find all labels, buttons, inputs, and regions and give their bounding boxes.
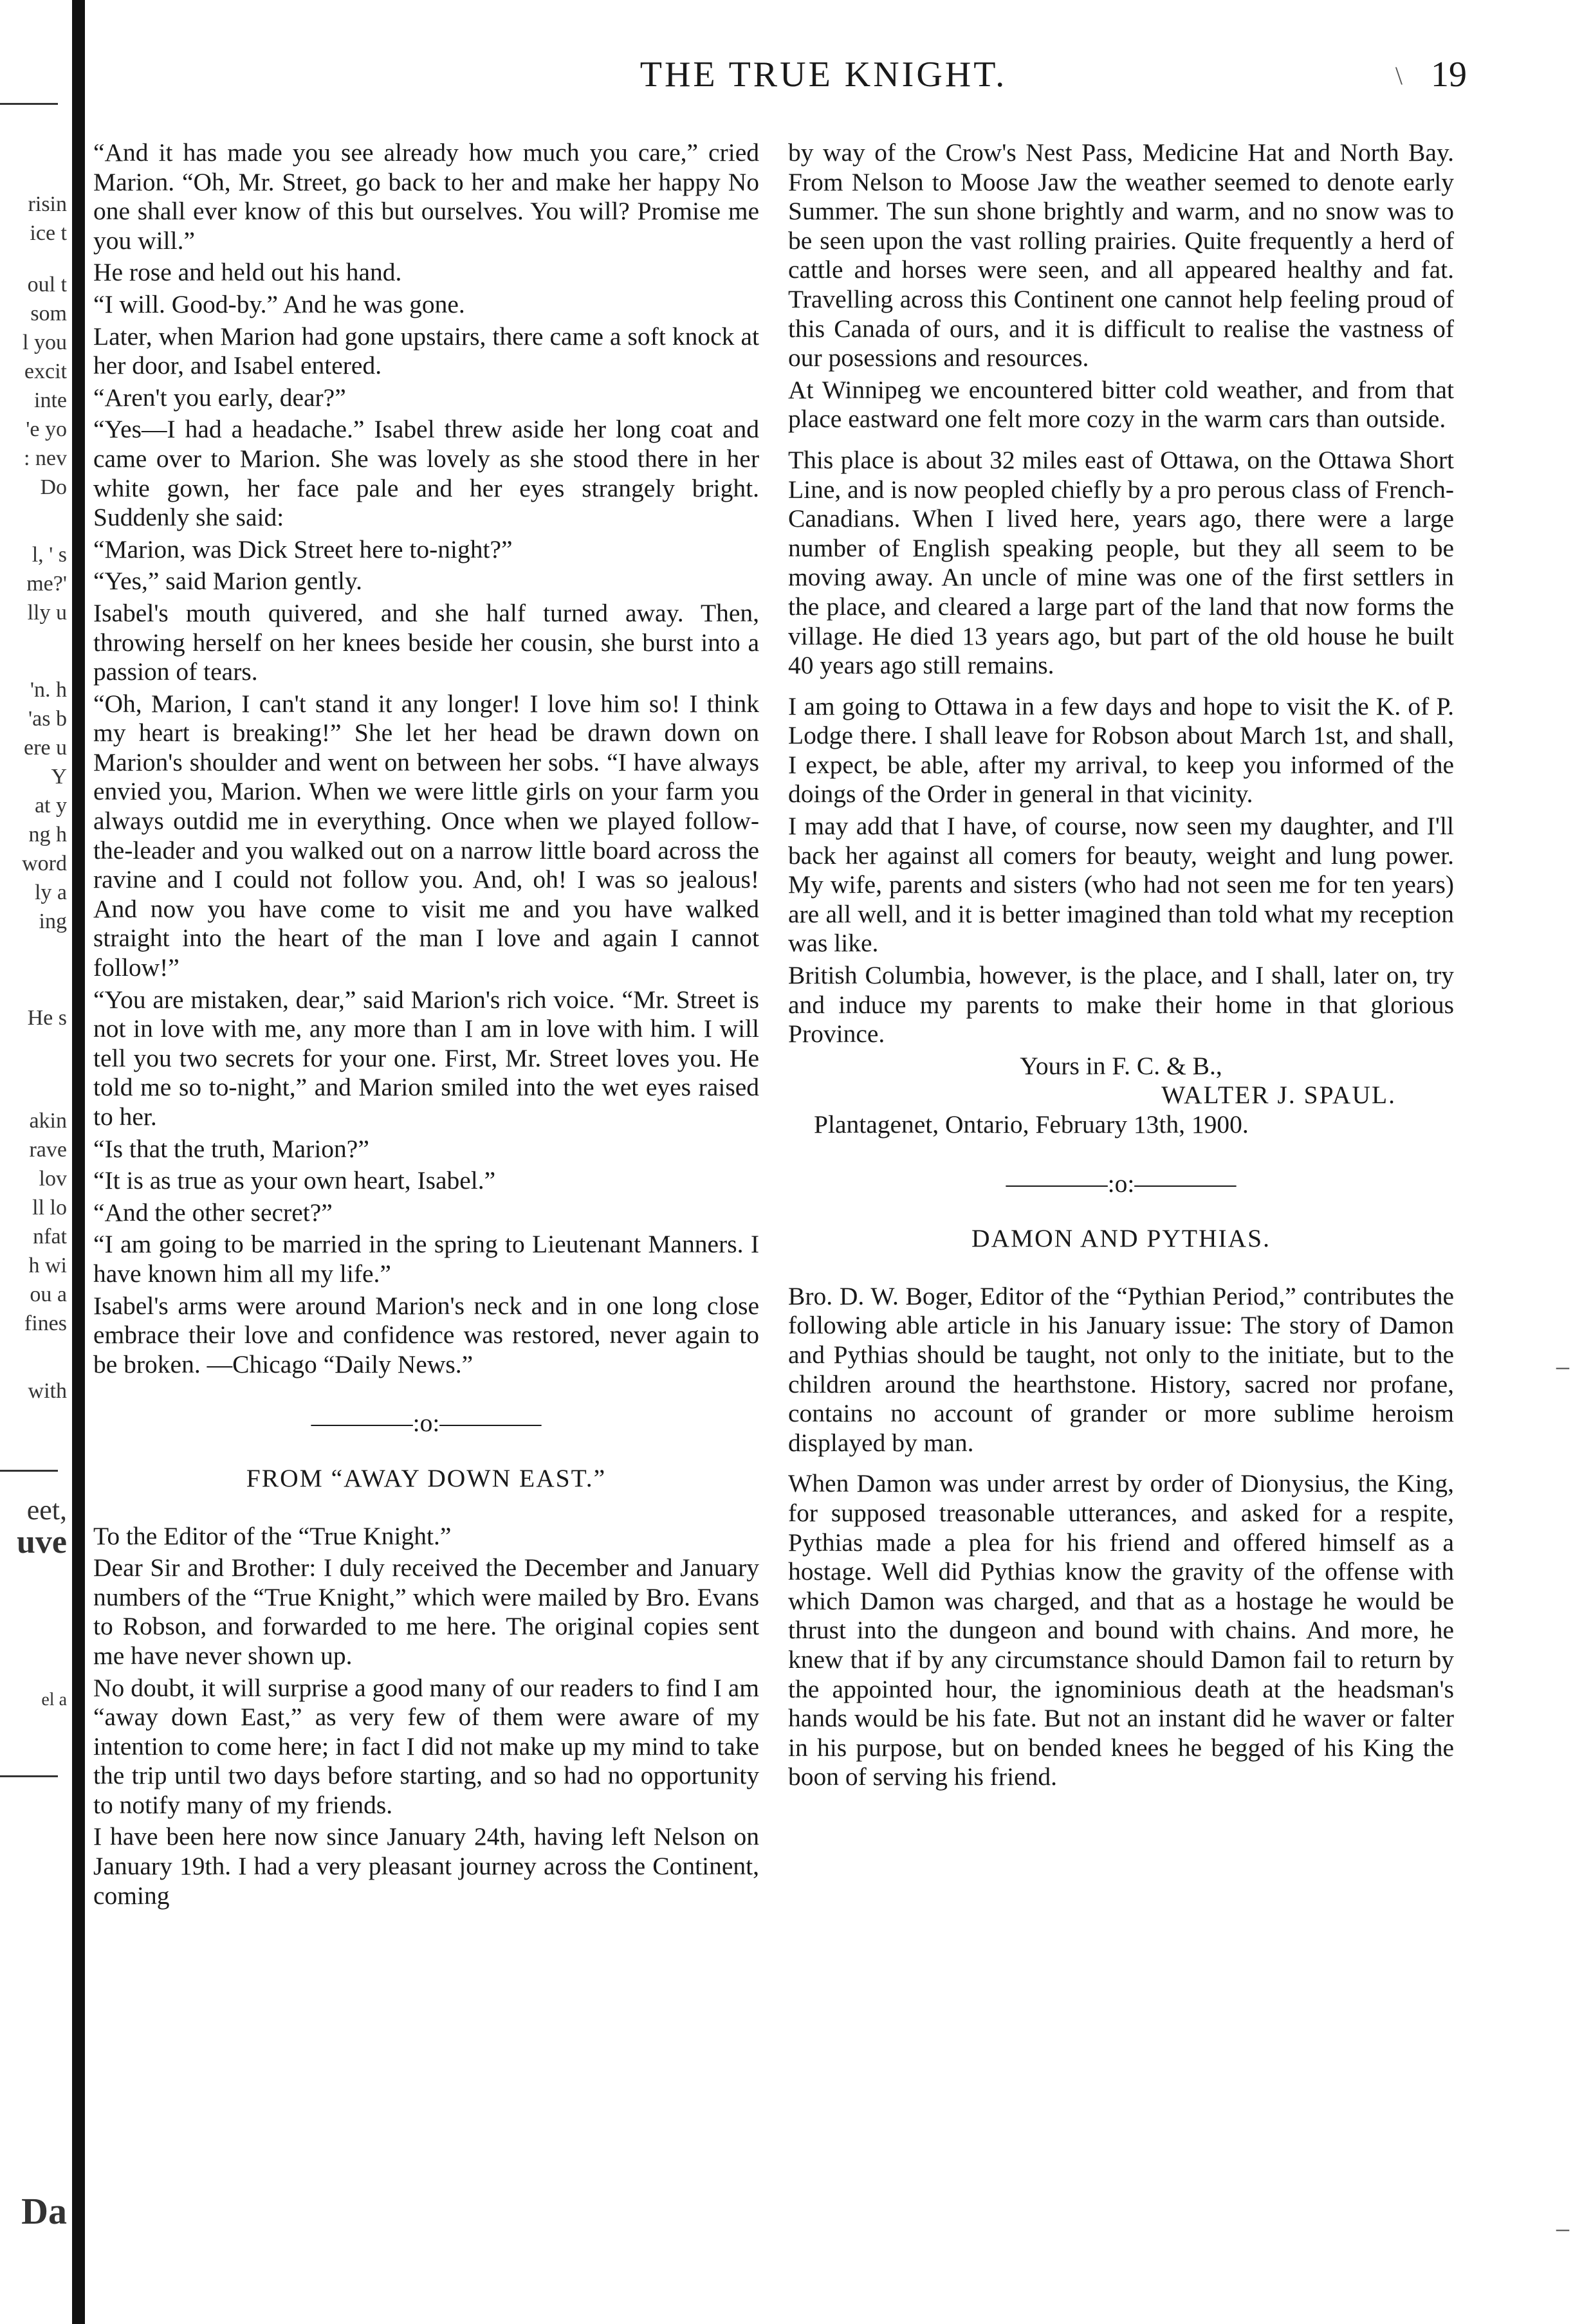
- left-column: [93, 138, 759, 1913]
- story-paragraph: “I am going to be married in the spring to Lieutenant Manners. I have known him all my life.”: [93, 1230, 759, 1288]
- offcut-fragment: 'as b: [28, 707, 67, 731]
- section-separator: ————:o:————: [311, 1409, 542, 1438]
- margin-dash: –: [1556, 2213, 1569, 2242]
- letter-paragraph: I have been here now since January 24th, having left Nelson on January 19th. I had a very pleasant journey across the Continent, coming: [93, 1822, 759, 1910]
- offcut-fragment: 'n. h: [30, 678, 67, 702]
- letter-continuation: [788, 138, 1454, 1140]
- offcut-fragment: rave: [29, 1138, 67, 1162]
- letter-headline: FROM “AWAY DOWN EAST.”: [246, 1463, 607, 1492]
- offcut-fragment: with: [28, 1379, 67, 1403]
- letter-signature: WALTER J. SPAUL.: [1161, 1081, 1396, 1110]
- offcut-fragment: Da: [21, 2190, 67, 2232]
- offcut-fragment: at y: [34, 794, 67, 818]
- letter-paragraph: No doubt, it will surprise a good many of our readers to find I am “away down East,” as very few of them were aware of my intention to come here; in fact I did not make up my mind to take the trip until two days before starting, and so had no opportunity to notify many of my friends.: [93, 1673, 759, 1819]
- story-paragraph: “Marion, was Dick Street here to-night?”: [93, 535, 513, 563]
- letter-paragraph: I may add that I have, of course, now seen my daughter, and I'll back her against all comers for beauty, weight and lung power. My wife, parents and sisters (who had not seen me for ten years) are all well, and it is better imagined than told what my reception was like.: [788, 812, 1454, 958]
- offcut-fragment: He s: [27, 1006, 67, 1030]
- offcut-fragment: oul t: [27, 273, 67, 297]
- offcut-fragment: ou a: [30, 1283, 67, 1306]
- offcut-fragment: excit: [24, 360, 67, 383]
- offcut-fragment: : nev: [23, 446, 67, 470]
- offcut-fragment: eet,: [26, 1494, 67, 1526]
- offcut-rule: [0, 1470, 58, 1472]
- letter-paragraph: This place is about 32 miles east of Ottawa, on the Ottawa Short Line, and is now peopled chiefly by a pro perous class of French-Canadians. When I lived here, years ago, there were a large number of English speaking people, but they all seem to be moving away. An uncle of mine was one of the first settlers in the place, and cleared a large part of the land that now forms the village. He died 13 years ago, but part of the old house he built 40 years ago still remains.: [788, 445, 1454, 680]
- story-paragraph: “You are mistaken, dear,” said Marion's rich voice. “Mr. Street is not in love with me, any more than I am in love with him. I will tell you two secrets for your one. First, Mr. Street loves you. He told me so to-night,” and Marion smiled into the wet eyes raised to her.: [93, 985, 759, 1131]
- margin-dash: –: [1556, 1351, 1569, 1380]
- story-continuation: [93, 138, 759, 1379]
- article-paragraph: When Damon was under arrest by order of Dionysius, the King, for supposed treasonable utterances, and asked for a respite, Pythias made a plea for his friend and offered himself as a hostage. Well did Pythias know the gravity of the offense with which Damon was charged, and that as a hostage he would be thrust into the dungeon and bound with chains. And more, he knew that if by any circumstance should Damon fail to return by the appointed hour, the ignominious death at the headsman's hands would be his fate. But not an instant did he waver or falter in his purpose, but on bended knees he begged of his King the boon of serving his friend.: [788, 1469, 1454, 1791]
- section-separator: ————:o:————: [1006, 1169, 1237, 1198]
- letter-paragraph: Dear Sir and Brother: I duly received the December and January numbers of the “True Knight,” which were mailed by Bro. Evans to Robson, and forwarded to me here. The original copies sent me have never shown up.: [93, 1553, 759, 1670]
- right-column: [788, 138, 1454, 1795]
- story-paragraph: “It is as true as your own heart, Isabel.”: [93, 1166, 496, 1195]
- offcut-fragment: word: [22, 852, 67, 875]
- letter-paragraph: by way of the Crow's Nest Pass, Medicine Hat and North Bay. From Nelson to Moose Jaw the weather seemed to denote early Summer. The sun shone brightly and warm, and no snow was to be seen upon the vast rolling prairies. Quite frequently a herd of cattle and horses were seen, and all appeared healthy and fat. Travelling across this Continent one cannot help feeling proud of this Canada of ours, and it is difficult to realise the vastness of our posessions and resources.: [788, 138, 1454, 372]
- offcut-fragment: som: [30, 302, 67, 325]
- offcut-fragment: fines: [24, 1312, 67, 1335]
- letter-paragraph: British Columbia, however, is the place, and I shall, later on, try and induce my parents to make their home in that glorious Province.: [788, 961, 1454, 1048]
- offcut-fragment: Do: [40, 475, 67, 499]
- letter-paragraph: To the Editor of the “True Knight.”: [93, 1521, 452, 1550]
- story-paragraph: He rose and held out his hand.: [93, 258, 402, 287]
- offcut-fragment: ll lo: [32, 1196, 67, 1220]
- offcut-fragment: l you: [23, 331, 67, 354]
- article-paragraph: Bro. D. W. Boger, Editor of the “Pythian Period,” contributes the following able article in his January issue: The story of Damon and Pythias should be taught, not only to the initiate, but to the children around the hearthstone. History, sacred nor profane, contains no account of grander or more sublime heroism displayed by man.: [788, 1281, 1454, 1457]
- offcut-fragment: lly u: [27, 601, 67, 625]
- story-paragraph: “Is that the truth, Marion?”: [93, 1134, 369, 1163]
- offcut-fragment: ng h: [28, 823, 67, 846]
- story-paragraph: Isabel's arms were around Marion's neck and in one long close embrace their love and confidence was restored, never again to be broken. —Chicago “Daily News.”: [93, 1291, 759, 1378]
- letter-paragraph: At Winnipeg we encountered bitter cold weather, and from that place eastward one felt more cozy in the warm cars than outside.: [788, 375, 1454, 434]
- story-paragraph: “I will. Good-by.” And he was gone.: [93, 289, 465, 318]
- letter-paragraph: I am going to Ottawa in a few days and hope to visit the K. of P. Lodge there. I shall leave for Robson about March 1st, and shall, I expect, be able, after my arrival, to keep you informed of the doings of the Order in general in that vicinity.: [788, 691, 1454, 809]
- offcut-fragment: inte: [34, 389, 67, 412]
- offcut-fragment: el a: [41, 1690, 67, 1710]
- letter-closing: Yours in F. C. & B.,: [1020, 1051, 1222, 1080]
- offcut-fragment: lov: [39, 1167, 67, 1191]
- article-body: [788, 1282, 1454, 1792]
- offcut-fragment: ere u: [23, 736, 67, 760]
- story-paragraph: Later, when Marion had gone upstairs, there came a soft knock at her door, and Isabel entered.: [93, 322, 759, 380]
- offcut-rule: [0, 1775, 58, 1777]
- page-header: [90, 36, 1557, 94]
- story-paragraph: “Oh, Marion, I can't stand it any longer! I love him so! I think my heart is breaking!” She let her head be drawn down on Marion's shoulder and went on between her sobs. “I have always envied you, Marion. When we were little girls on your farm you always outdid me in everything. Once when we played follow-the-leader and you walked out on a narrow little board across the ravine and I could not follow you. And, oh! I was so jealous! And now you have come to visit me and you have walked straight into the heart of the man I love and again I cannot follow!”: [93, 689, 759, 982]
- article-headline: DAMON AND PYTHIAS.: [971, 1224, 1271, 1253]
- offcut-fragment: uve: [17, 1524, 67, 1560]
- margin-mark: \: [1395, 61, 1403, 90]
- offcut-fragment: l, ' s: [32, 543, 67, 567]
- binding-edge: [72, 0, 85, 2324]
- offcut-fragment: ice t: [30, 221, 67, 245]
- letter-body: [93, 1522, 759, 1911]
- offcut-fragment: akin: [29, 1109, 67, 1133]
- offcut-fragment: me?': [26, 572, 67, 596]
- story-paragraph: “Aren't you early, dear?”: [93, 383, 346, 412]
- story-paragraph: “And it has made you see already how much you care,” cried Marion. “Oh, Mr. Street, go back to her and make her happy No one shall ever know of this but ourselves. You will? Promise me you will.”: [93, 138, 759, 255]
- story-paragraph: “And the other secret?”: [93, 1198, 333, 1227]
- offcut-fragment: h wi: [28, 1254, 67, 1277]
- offcut-fragment: risin: [28, 192, 67, 216]
- page-number: 19: [1431, 55, 1467, 95]
- offcut-fragment: Y: [51, 765, 67, 789]
- offcut-fragment: nfat: [33, 1225, 67, 1249]
- offcut-rule: [0, 103, 58, 105]
- page-title: THE TRUE KNIGHT.: [639, 55, 1007, 95]
- offcut-fragment: 'e yo: [26, 417, 67, 441]
- offcut-fragment: ing: [39, 910, 67, 933]
- story-paragraph: “Yes—I had a headache.” Isabel threw aside her long coat and came over to Marion. She was lovely as she stood there in her white gown, her face pale and her eyes strangely bright. Suddenly she said:: [93, 415, 759, 532]
- adjacent-page-offcut: [0, 0, 71, 2324]
- story-paragraph: Isabel's mouth quivered, and she half turned away. Then, throwing herself on her knees beside her cousin, she burst into a passion of tears.: [93, 598, 759, 686]
- story-paragraph: “Yes,” said Marion gently.: [93, 567, 362, 596]
- offcut-fragment: ly a: [34, 881, 67, 904]
- letter-dateline: Plantagenet, Ontario, February 13th, 1900.: [814, 1110, 1249, 1139]
